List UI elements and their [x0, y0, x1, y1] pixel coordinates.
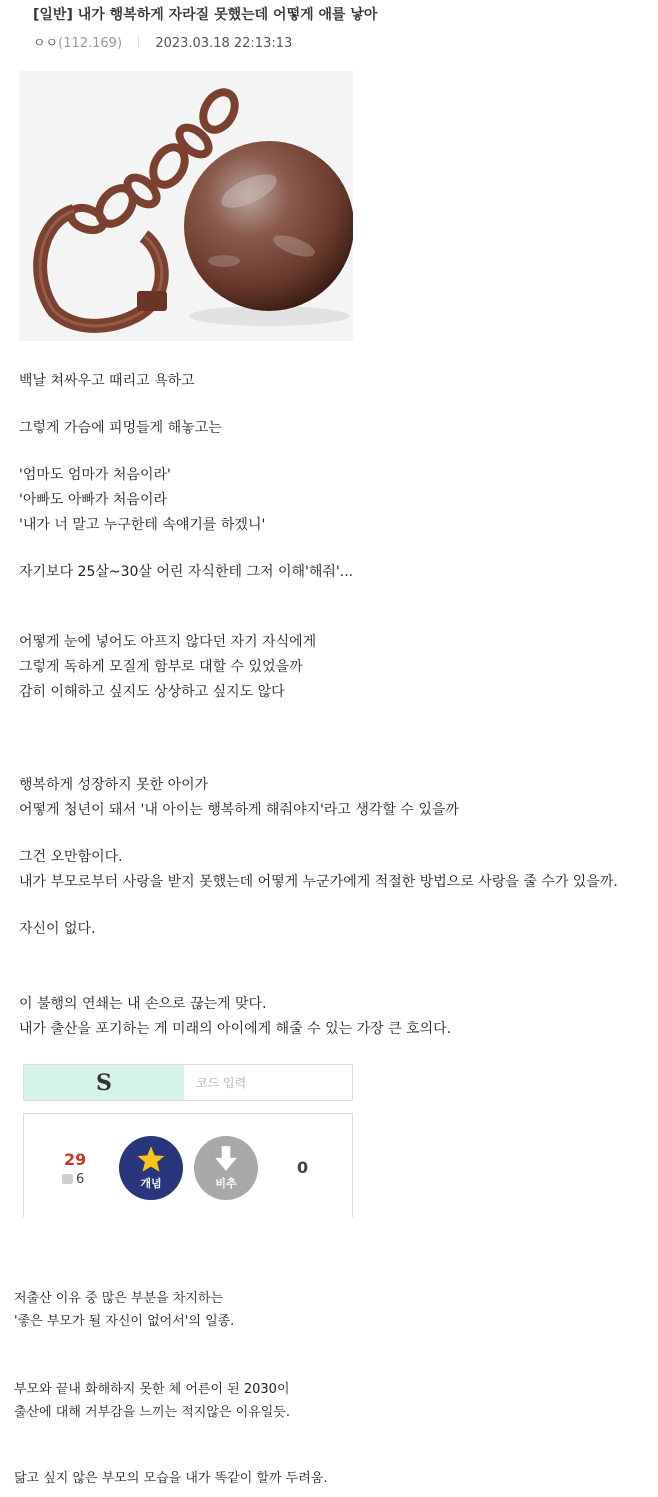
body-line: 어떻게 청년이 돼서 '내 아이는 행복하게 해줘야지'라고 생각할 수 있을까: [19, 802, 459, 818]
comment-line: 부모와 끝내 화해하지 못한 체 어른이 된 2030이: [14, 1382, 290, 1397]
post-title: [33, 4, 377, 24]
star-icon: [136, 1145, 166, 1173]
downvote-count: 0: [297, 1158, 309, 1177]
code-logo-icon: S: [24, 1065, 184, 1100]
post-meta: [33, 32, 292, 51]
post-category: [일반]: [33, 7, 73, 23]
comment-line: 출산에 대해 거부감을 느끼는 적지않은 이유일듯.: [14, 1405, 290, 1420]
body-line: '내가 너 말고 누구한테 속얘기를 하겠니': [19, 517, 266, 533]
author-ip: (112.169): [58, 36, 123, 51]
arrow-down-icon: [213, 1145, 239, 1173]
upvote-count: 29: [64, 1150, 87, 1169]
author-nickname[interactable]: ㅇㅇ: [33, 36, 59, 51]
code-input[interactable]: 코드 입력: [196, 1076, 247, 1090]
comment-line: 닮고 싶지 않은 부모의 모습을 내가 똑같이 할까 두려움.: [14, 1471, 328, 1486]
body-line: 자기보다 25살~30살 어린 자식한테 그저 이해'해줘'...: [19, 564, 354, 580]
comment-line: 저출산 이유 중 많은 부분을 차지하는: [14, 1291, 224, 1306]
body-line: 어떻게 눈에 넣어도 아프지 않다던 자기 자식에게: [19, 634, 317, 650]
body-line: 백날 쳐싸우고 때리고 욕하고: [19, 373, 195, 389]
code-input-box: [23, 1064, 353, 1101]
body-line: 그건 오만함이다.: [19, 849, 123, 865]
body-line: '아빠도 아빠가 처음이라: [19, 492, 167, 508]
downvote-label: 비추: [215, 1177, 237, 1190]
vote-box: [23, 1113, 353, 1217]
downvote-button[interactable]: [194, 1136, 258, 1200]
body-line: 행복하게 성장하지 못한 아이가: [19, 777, 209, 793]
fixed-upvote-value: 6: [76, 1172, 85, 1187]
body-line: 내가 부모로부터 사랑을 받지 못했는데 어떻게 누군가에게 적절한 방법으로 사랑을 줄 수가 있을까.: [19, 874, 618, 890]
ball-and-chain-drawing: [19, 71, 353, 341]
body-line: 그렇게 독하게 모질게 함부로 대할 수 있었을까: [19, 659, 303, 675]
post-date: 2023.03.18 22:13:13: [155, 36, 293, 51]
body-line: 자신이 없다.: [19, 921, 96, 937]
body-line: 내가 출산을 포기하는 게 미래의 아이에게 해줄 수 있는 가장 큰 호의다.: [19, 1021, 452, 1037]
body-line: '엄마도 엄마가 처음이라': [19, 467, 171, 483]
body-line: 그렇게 가슴에 피멍들게 해놓고는: [19, 420, 222, 436]
upvote-button[interactable]: [119, 1136, 183, 1200]
meta-divider: [138, 36, 139, 48]
body-line: 감히 이해하고 싶지도 상상하고 싶지도 않다: [19, 684, 285, 700]
ball-and-chain-image: [19, 71, 353, 341]
fixed-user-icon: [62, 1174, 73, 1184]
post-title-text: 내가 행복하게 자라질 못했는데 어떻게 애를 낳아: [77, 7, 378, 23]
comment-line: '좋은 부모가 될 자신이 없어서'의 일종.: [14, 1314, 235, 1329]
upvote-label: 개념: [140, 1177, 162, 1190]
fixed-upvote-count: [62, 1172, 84, 1187]
body-line: 이 불행의 연쇄는 내 손으로 끊는게 맞다.: [19, 996, 267, 1012]
